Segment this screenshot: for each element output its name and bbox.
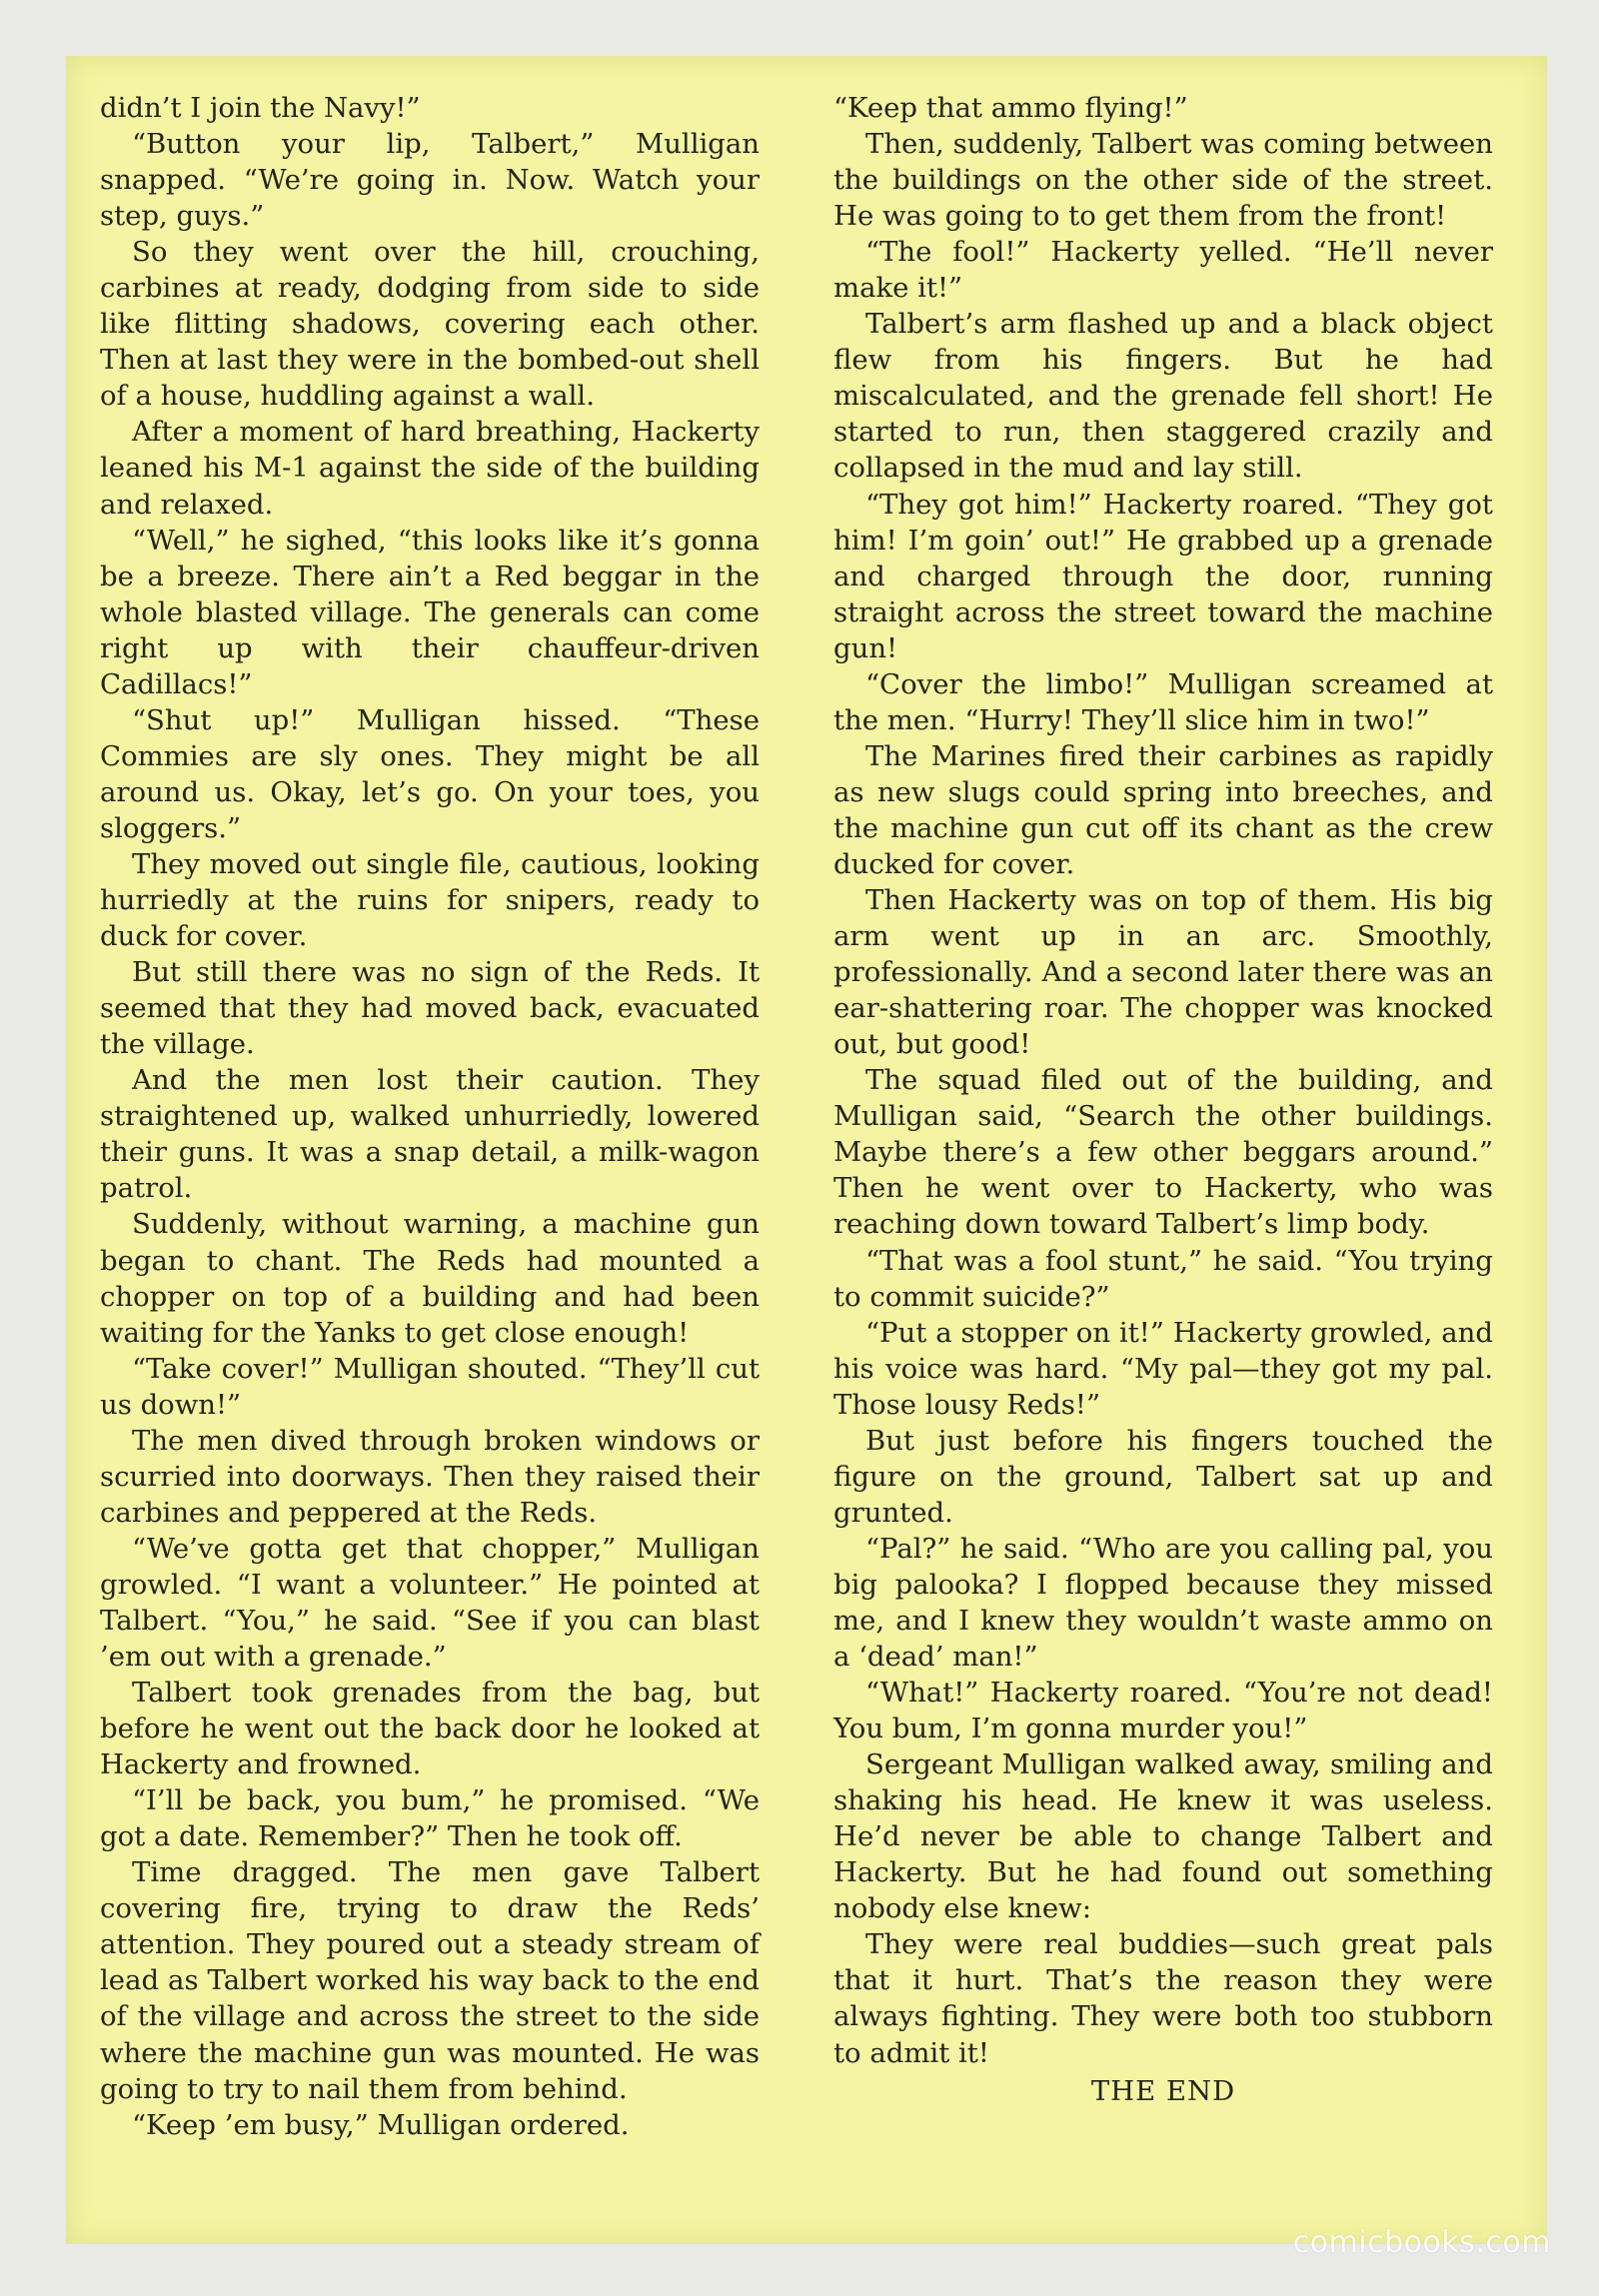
paragraph: “Shut up!” Mulligan hissed. “These Commies are sly ones. They might be all around us. Okay, let’s go. On your toes, you sloggers.” — [100, 703, 760, 844]
paragraph: “The fool!” Hackerty yelled. “He’ll never make it!” — [833, 236, 1493, 305]
paragraph: Talbert’s arm flashed up and a black object flew from his fingers. But he had miscalculated, and the grenade fell short! He started to run, then staggered crazily and collapsed in the mud and lay still. — [833, 308, 1493, 485]
paragraph: Suddenly, without warning, a machine gun began to chant. The Reds had mounted a chopper on top of a building and had been waiting for the Yanks to get close enough! — [100, 1208, 760, 1349]
paragraph: “That was a fool stunt,” he said. “You trying to commit suicide?” — [833, 1244, 1493, 1313]
paragraph: “Button your lip, Talbert,” Mulligan snapped. “We’re going in. Now. Watch your step, guys.” — [100, 128, 760, 233]
paragraph: The Marines fired their carbines as rapidly as new slugs could spring into breeches, and the machine gun cut off its chant as the crew ducked for cover. — [833, 739, 1493, 880]
paragraph: Talbert took grenades from the bag, but before he went out the back door he looked at Hackerty and frowned. — [100, 1677, 760, 1781]
paragraph: Then, suddenly, Talbert was coming between the buildings on the other side of the street. He was going to to get them from the front! — [833, 128, 1493, 233]
paragraph: “Cover the limbo!” Mulligan screamed at the men. “Hurry! They’ll slice him in two!” — [833, 667, 1493, 736]
paragraph: “What!” Hackerty roared. “You’re not dead! You bum, I’m gonna murder you!” — [833, 1677, 1493, 1745]
story-page — [66, 56, 1547, 2244]
paragraph: “Keep ’em busy,” Mulligan ordered. — [132, 2108, 630, 2141]
the-end-label: THE END — [1090, 2074, 1236, 2107]
paragraph: Sergeant Mulligan walked away, smiling and shaking his head. He knew it was useless. He’d never be able to change Talbert and Hackerty. But he had found out something nobody else knew: — [833, 1748, 1493, 1925]
right-column — [833, 90, 1493, 2109]
paragraph: “We’ve gotta get that chopper,” Mulligan growled. “I want a volunteer.” He pointed at Talbert. “You,” he said. “See if you can blast ’em out with a grenade.” — [100, 1532, 760, 1674]
left-column — [100, 90, 760, 2143]
paragraph: They moved out single file, cautious, looking hurriedly at the ruins for snipers, ready to duck for cover. — [100, 847, 760, 953]
paragraph: And the men lost their caution. They straightened up, walked unhurriedly, lowered their guns. It was a snap detail, a milk-wagon patrol. — [100, 1064, 760, 1205]
paragraph: didn’t I join the Navy!” — [100, 92, 421, 124]
paragraph: Then Hackerty was on top of them. His big arm went up in an arc. Smoothly, professionally. And a second later there was an ear-shattering roar. The chopper was knocked out, but good! — [833, 884, 1493, 1061]
paragraph: “Pal?” he said. “Who are you calling pal, you big palooka? I flopped because they missed me, and I knew they wouldn’t waste ammo on a ‘dead’ man!” — [833, 1532, 1493, 1674]
paragraph: After a moment of hard breathing, Hackerty leaned his M-1 against the side of the building and relaxed. — [100, 416, 760, 521]
paragraph: They were real buddies—such great pals that it hurt. That’s the reason they were always fighting. They were both too stubborn to admit it! — [833, 1928, 1493, 2069]
paragraph: “Take cover!” Mulligan shouted. “They’ll cut us down!” — [100, 1352, 760, 1421]
paragraph: “Put a stopper on it!” Hackerty growled, and his voice was hard. “My pal—they got my pal. Those lousy Reds!” — [833, 1316, 1493, 1421]
paragraph: “They got him!” Hackerty roared. “They got him! I’m goin’ out!” He grabbed up a grenade and charged through the door, running straight across the street toward the machine gun! — [833, 488, 1493, 664]
paragraph: Time dragged. The men gave Talbert covering fire, trying to draw the Reds’ attention. They poured out a steady stream of lead as Talbert worked his way back to the end of the village and across the street to the side where the machine gun was mounted. He was going to try to nail them from behind. — [100, 1856, 760, 2105]
paragraph: “Well,” he sighed, “this looks like it’s gonna be a breeze. There ain’t a Red beggar in the whole blasted village. The generals can come right up with their chauffeur-driven Cadillacs!” — [100, 524, 760, 700]
paragraph: The squad filed out of the building, and Mulligan said, “Search the other buildings. Maybe there’s a few other beggars around.” Then he went over to Hackerty, who was reaching down toward Talbert’s limp body. — [833, 1064, 1493, 1241]
paragraph: But just before his fingers touched the figure on the ground, Talbert sat up and grunted. — [833, 1424, 1493, 1529]
paragraph: “I’ll be back, you bum,” he promised. “We got a date. Remember?” Then he took off. — [100, 1784, 760, 1853]
paragraph: The men dived through broken windows or scurried into doorways. Then they raised their carbines and peppered at the Reds. — [100, 1424, 760, 1529]
paragraph: “Keep that ammo flying!” — [833, 92, 1188, 124]
site-watermark: comicbooks.com — [1292, 2225, 1551, 2260]
paragraph: So they went over the hill, crouching, carbines at ready, dodging from side to side like flitting shadows, covering each other. Then at last they were in the bombed-out shell of a house, huddling against a wall. — [100, 236, 760, 413]
paragraph: But still there was no sign of the Reds. It seemed that they had moved back, evacuated the village. — [100, 956, 760, 1061]
